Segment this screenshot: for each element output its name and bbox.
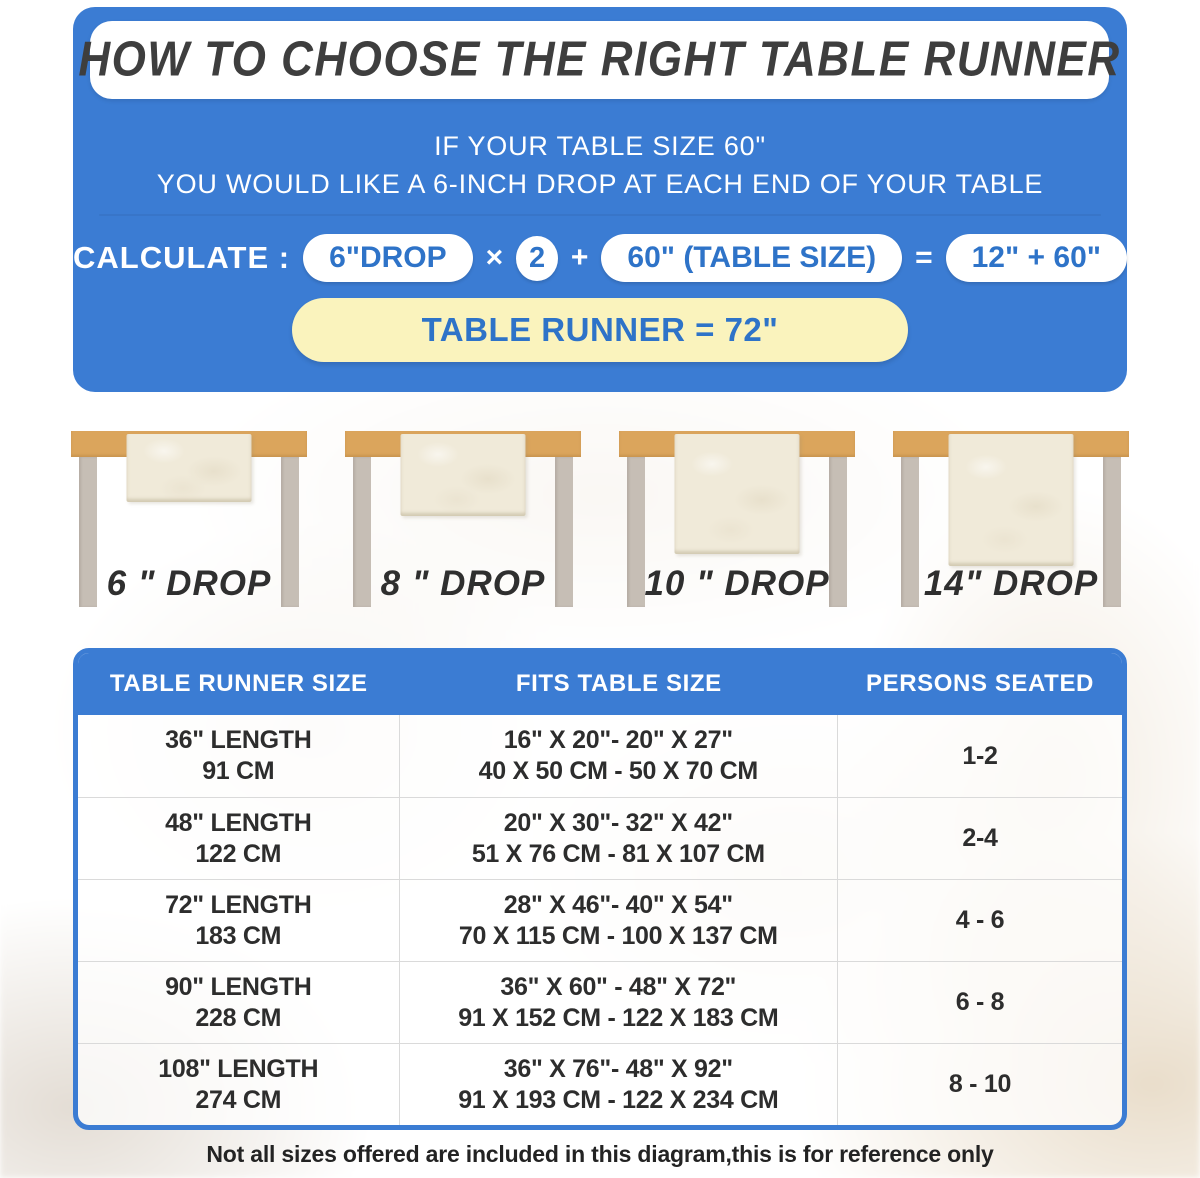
runner-size-cell bbox=[78, 715, 400, 797]
runner-size-inches: 108" LENGTH bbox=[158, 1054, 319, 1083]
runner-size-cm: 228 CM bbox=[195, 1003, 282, 1032]
intro-line-1: IF YOUR TABLE SIZE 60" bbox=[434, 131, 766, 161]
table-diagram-6in bbox=[71, 431, 307, 613]
multiplier-badge: 2 bbox=[516, 236, 558, 281]
runner-size-cell bbox=[78, 798, 400, 879]
runner-size-cell bbox=[78, 962, 400, 1043]
fits-size-cm: 40 X 50 CM - 50 X 70 CM bbox=[478, 757, 758, 785]
col-header-fits: FITS TABLE SIZE bbox=[515, 670, 722, 697]
runner-size-inches: 72" LENGTH bbox=[165, 890, 312, 919]
size-chart-body bbox=[78, 715, 1122, 1125]
plus-sign: + bbox=[570, 241, 589, 274]
fits-size-inches: 16" X 20"- 20" X 27" bbox=[503, 726, 733, 754]
fits-size-cell bbox=[400, 962, 838, 1043]
calc-row bbox=[73, 234, 1127, 282]
intro-line-2: YOU WOULD LIKE A 6-INCH DROP AT EACH END OF YOUR TABLE bbox=[156, 169, 1044, 199]
fits-size-cm: 51 X 76 CM - 81 X 107 CM bbox=[471, 839, 765, 868]
fits-size-cm: 70 X 115 CM - 100 X 137 CM bbox=[458, 921, 778, 950]
size-chart-header bbox=[78, 653, 1122, 715]
table-diagram-10in bbox=[619, 431, 855, 613]
drop-label: 14" DROP bbox=[923, 564, 1099, 603]
runner-size-cm: 91 CM bbox=[202, 757, 275, 785]
fits-size-cell bbox=[400, 798, 838, 879]
runner-size-cell bbox=[78, 880, 400, 961]
title-box bbox=[78, 21, 1121, 99]
result-pill: TABLE RUNNER = 72" bbox=[292, 298, 908, 362]
panel-divider bbox=[99, 214, 1101, 216]
table-size-pill: 60" (TABLE SIZE) bbox=[601, 234, 902, 282]
runner-size-cm: 274 CM bbox=[195, 1085, 282, 1114]
table-row bbox=[78, 1043, 1122, 1125]
fits-size-cell bbox=[400, 1044, 838, 1125]
persons-cell: 6 - 8 bbox=[955, 988, 1005, 1016]
footer-note: Not all sizes offered are included in this diagram,this is for reference only bbox=[206, 1141, 994, 1167]
equals-sign: = bbox=[915, 241, 933, 274]
drop-label: 6 " DROP bbox=[106, 564, 272, 603]
table-row bbox=[78, 961, 1122, 1043]
fits-size-inches: 36" X 76"- 48" X 92" bbox=[503, 1054, 733, 1083]
fits-size-inches: 28" X 46"- 40" X 54" bbox=[503, 890, 733, 919]
drop-pill: 6"DROP bbox=[303, 234, 473, 282]
col-header-runner-size: TABLE RUNNER SIZE bbox=[109, 670, 368, 697]
runner-size-inches: 48" LENGTH bbox=[165, 808, 312, 837]
runner-size-cm: 122 CM bbox=[195, 839, 282, 868]
runner-size-inches: 36" LENGTH bbox=[165, 726, 312, 754]
fits-size-inches: 20" X 30"- 32" X 42" bbox=[503, 808, 733, 837]
table-diagram-8in bbox=[345, 431, 581, 613]
runner-cloth bbox=[127, 434, 252, 502]
persons-cell: 8 - 10 bbox=[948, 1070, 1012, 1098]
runner-size-cm: 183 CM bbox=[195, 921, 282, 950]
table-row bbox=[78, 715, 1122, 797]
persons-cell: 1-2 bbox=[962, 741, 998, 770]
fits-size-cell bbox=[400, 715, 838, 797]
drop-label: 10 " DROP bbox=[644, 564, 830, 603]
runner-cloth bbox=[949, 434, 1074, 566]
fits-size-inches: 36" X 60" - 48" X 72" bbox=[500, 972, 737, 1001]
drop-label: 8 " DROP bbox=[380, 564, 546, 603]
drop-diagrams bbox=[71, 431, 1129, 613]
fits-size-cm: 91 X 193 CM - 122 X 234 CM bbox=[458, 1085, 779, 1114]
col-header-persons: PERSONS SEATED bbox=[865, 670, 1094, 697]
table-row bbox=[78, 797, 1122, 879]
intro-text bbox=[73, 127, 1127, 203]
persons-cell: 2-4 bbox=[962, 824, 998, 852]
runner-cloth bbox=[401, 434, 526, 516]
page-title: HOW TO CHOOSE THE RIGHT TABLE RUNNER bbox=[78, 32, 1121, 87]
size-chart bbox=[73, 648, 1127, 1130]
table-diagram-14in bbox=[893, 431, 1129, 613]
sum-pill: 12" + 60" bbox=[946, 234, 1127, 282]
table-row bbox=[78, 879, 1122, 961]
multiply-sign: × bbox=[485, 241, 504, 274]
runner-cloth bbox=[675, 434, 800, 554]
runner-size-inches: 90" LENGTH bbox=[165, 972, 312, 1001]
fits-size-cell bbox=[400, 880, 838, 961]
persons-cell: 4 - 6 bbox=[955, 906, 1005, 934]
runner-size-cell bbox=[78, 1044, 400, 1125]
calc-label: CALCULATE : bbox=[73, 240, 291, 275]
instruction-panel bbox=[73, 7, 1127, 392]
fits-size-cm: 91 X 152 CM - 122 X 183 CM bbox=[458, 1003, 779, 1032]
